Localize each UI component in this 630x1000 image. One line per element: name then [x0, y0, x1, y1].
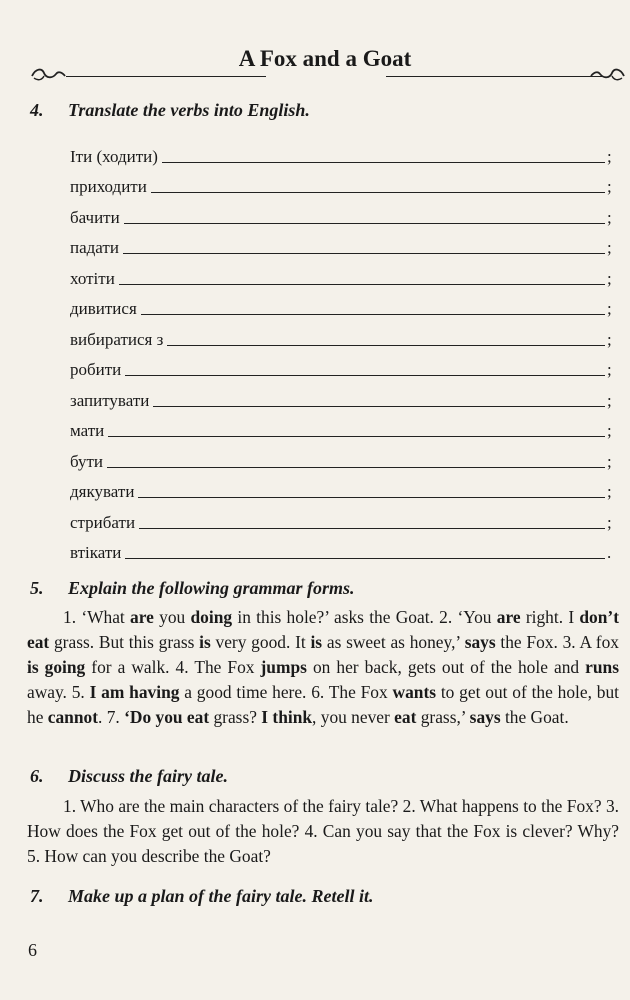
verb-word: робити	[70, 360, 122, 379]
verb-word: хотіти	[70, 268, 115, 288]
swirl-ornament-right-icon	[590, 64, 626, 84]
answer-blank-line[interactable]	[153, 405, 605, 407]
grammar-form-highlight: is	[310, 632, 323, 652]
answer-blank-line[interactable]	[139, 527, 605, 529]
page-number: 6	[28, 940, 37, 960]
grammar-form-highlight: says	[469, 707, 501, 727]
verb-punctuation: ;	[607, 421, 612, 440]
grammar-form-highlight: wants	[392, 682, 437, 702]
answer-blank-line[interactable]	[119, 283, 605, 285]
exercise-4-number: 4.	[30, 100, 44, 120]
grammar-form-highlight: is	[199, 632, 211, 652]
sentence-text: grass,’	[416, 707, 470, 727]
verb-row	[70, 258, 615, 289]
verb-word: мати	[70, 421, 105, 440]
verb-punctuation: ;	[607, 207, 612, 227]
verb-punctuation: ;	[607, 177, 612, 196]
exercise-6-text	[27, 794, 619, 869]
header-rule-left	[66, 76, 266, 77]
verb-word: Іти (ходити)	[70, 146, 158, 166]
grammar-form-highlight: cannot	[47, 707, 99, 727]
grammar-form-highlight: are	[496, 607, 521, 627]
verb-punctuation: ;	[607, 512, 612, 532]
sentence-text: 1. ‘What	[63, 607, 131, 627]
verb-punctuation: ;	[607, 146, 612, 166]
grammar-form-highlight: says	[464, 632, 496, 652]
verb-row	[70, 197, 615, 228]
verb-punctuation: ;	[607, 238, 612, 257]
exercise-5-instruction: Explain the following grammar forms.	[68, 578, 355, 598]
verb-word: дивитися	[70, 299, 137, 318]
verb-punctuation: ;	[607, 299, 612, 318]
answer-blank-line[interactable]	[108, 435, 605, 437]
answer-blank-line[interactable]	[124, 222, 605, 224]
verb-punctuation: ;	[607, 451, 612, 471]
exercise-6-number: 6.	[30, 766, 44, 786]
exercise-4-heading	[30, 100, 310, 121]
verb-row	[70, 167, 615, 198]
answer-blank-line[interactable]	[123, 252, 605, 254]
verb-row	[70, 502, 615, 533]
verb-row	[70, 228, 615, 259]
verb-word: стрибати	[70, 512, 136, 532]
answer-blank-line[interactable]	[167, 344, 605, 346]
sentence-text: a good time here. 6. The Fox	[179, 682, 393, 702]
sentence-text: you	[153, 607, 191, 627]
grammar-form-highlight: is going	[27, 657, 86, 677]
header-rule-right	[386, 76, 604, 77]
sentence-text: grass. But this grass	[49, 632, 200, 652]
exercise-6-instruction: Discuss the fairy tale.	[68, 766, 228, 786]
verb-word: падати	[70, 238, 119, 257]
grammar-form-highlight: I think	[261, 707, 313, 727]
page-title: A Fox and a Goat	[238, 46, 412, 71]
sentence-text: on her back, gets out of the hole and	[306, 657, 586, 677]
verb-word: бачити	[70, 207, 120, 227]
verb-word: приходити	[70, 177, 147, 196]
answer-blank-line[interactable]	[162, 161, 605, 163]
sentence-text: , you never	[312, 707, 395, 727]
exercise-5-number: 5.	[30, 578, 44, 598]
verb-row	[70, 289, 615, 320]
grammar-form-highlight: runs	[585, 657, 619, 677]
verb-row	[70, 441, 615, 472]
verb-row	[70, 411, 615, 442]
exercise-7-number: 7.	[30, 886, 44, 906]
sentence-text: away. 5.	[27, 682, 90, 702]
exercise-6-heading	[30, 766, 228, 787]
sentence-text: as sweet as honey,’	[322, 632, 465, 652]
verb-punctuation: ;	[607, 360, 612, 379]
verb-word: дякувати	[70, 482, 135, 501]
verb-list	[70, 136, 615, 563]
exercise-7-heading	[30, 886, 373, 907]
verb-punctuation: ;	[607, 329, 612, 349]
answer-blank-line[interactable]	[107, 466, 605, 468]
verb-word: запитувати	[70, 390, 150, 410]
sentence-text: . 7.	[98, 707, 125, 727]
answer-blank-line[interactable]	[125, 374, 605, 376]
verb-punctuation: ;	[607, 268, 612, 288]
sentence-text: the Goat.	[500, 707, 569, 727]
grammar-form-highlight: don’t eat	[27, 607, 620, 652]
sentence-text: in this hole?’ asks the Goat. 2. ‘You	[232, 607, 497, 627]
grammar-form-highlight: jumps	[260, 657, 307, 677]
verb-row	[70, 350, 615, 381]
sentence-text: to get out of the hole, but he	[27, 682, 619, 727]
exercise-7-instruction: Make up a plan of the fairy tale. Retell it.	[68, 886, 374, 906]
answer-blank-line[interactable]	[125, 557, 605, 559]
sentence-text: for a walk. 4. The Fox	[85, 657, 261, 677]
verb-row	[70, 380, 615, 411]
verb-row	[70, 136, 615, 167]
exercise-4-instruction: Translate the verbs into English.	[68, 100, 310, 120]
grammar-form-highlight: I am having	[89, 682, 180, 702]
exercise-5-text	[27, 605, 619, 730]
verb-word: втікати	[70, 543, 122, 562]
verb-row	[70, 472, 615, 503]
verb-word: вибиратися з	[70, 329, 164, 349]
page-header	[30, 46, 620, 86]
answer-blank-line[interactable]	[138, 496, 605, 498]
verb-punctuation: ;	[607, 482, 612, 501]
sentence-text: the Fox. 3. A fox	[495, 632, 619, 652]
verb-punctuation: .	[607, 543, 612, 562]
exercise-6-questions: 1. Who are the main characters of the fairy tale? 2. What happens to the Fox? 3. How does the Fox get out of the hole? 4. Can you say that the Fox is clever? Why? 5. How can you describe the Goat?	[27, 796, 619, 866]
grammar-form-highlight: doing	[190, 607, 233, 627]
grammar-form-highlight: eat	[394, 707, 417, 727]
verb-word: бути	[70, 451, 104, 471]
sentence-text: very good. It	[210, 632, 311, 652]
verb-row	[70, 533, 615, 564]
verb-row	[70, 319, 615, 350]
answer-blank-line[interactable]	[141, 313, 605, 315]
sentence-text: right. I	[520, 607, 580, 627]
grammar-form-highlight: ‘Do you eat	[124, 707, 210, 727]
grammar-form-highlight: are	[130, 607, 154, 627]
verb-punctuation: ;	[607, 390, 612, 410]
answer-blank-line[interactable]	[151, 191, 605, 193]
sentence-text: grass?	[209, 707, 262, 727]
exercise-5-heading	[30, 578, 355, 599]
